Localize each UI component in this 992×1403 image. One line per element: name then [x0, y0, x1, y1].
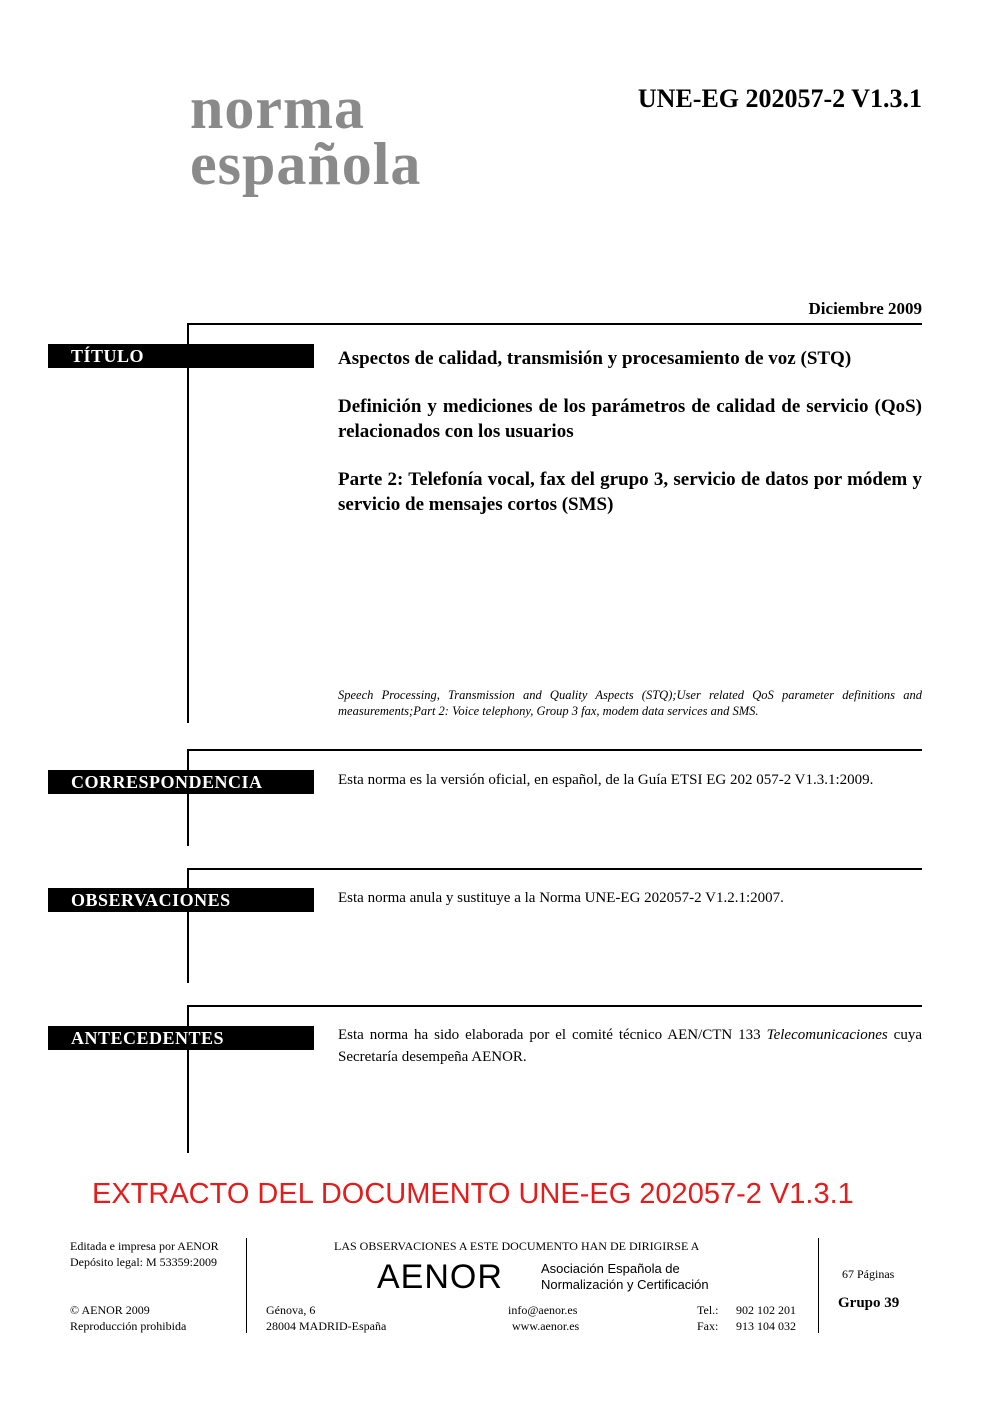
org-line-2: Normalización y Certificación — [541, 1277, 709, 1292]
footer-pages: 67 Páginas — [842, 1267, 895, 1281]
footer-tel-label: Tel.: — [697, 1303, 719, 1317]
titulo-top-rule — [188, 323, 922, 325]
footer-reproduction: Reproducción prohibida — [70, 1319, 187, 1333]
correspondencia-label: CORRESPONDENCIA — [48, 770, 314, 794]
brand-wordmark — [190, 75, 422, 197]
observaciones-top-rule — [188, 868, 922, 870]
footer-edited: Editada e impresa por AENOR — [70, 1239, 219, 1253]
antecedentes-committee-name: Telecomunicaciones — [766, 1027, 888, 1043]
title-spanish-3: Parte 2: Telefonía vocal, fax del grupo 3, servicio de datos por módem y servicio de mensajes cortos (SMS) — [338, 469, 922, 515]
aenor-logo: AENOR — [377, 1258, 503, 1296]
footer-fax: 913 104 032 — [736, 1319, 796, 1333]
titulo-side-rule — [187, 323, 189, 723]
antecedentes-text-end: cuya Secretaría desempeña AENOR. — [338, 1027, 922, 1065]
antecedentes-text-start: Esta norma ha sido elaborada por el comité técnico AEN/CTN 133 — [338, 1027, 767, 1043]
footer-deposit: Depósito legal: M 53359:2009 — [70, 1255, 217, 1269]
antecedentes-label: ANTECEDENTES — [48, 1026, 314, 1050]
footer-address-1: Génova, 6 — [266, 1303, 316, 1317]
extract-notice: EXTRACTO DEL DOCUMENTO UNE-EG 202057-2 V1.3.1 — [92, 1178, 854, 1210]
footer-tel: 902 102 201 — [736, 1303, 796, 1317]
publication-date: Diciembre 2009 — [808, 299, 922, 318]
antecedentes-text — [338, 1024, 922, 1068]
observaciones-text: Esta norma anula y sustituye a la Norma UNE-EG 202057-2 V1.2.1:2007. — [338, 890, 784, 906]
title-spanish-1: Aspectos de calidad, transmisión y procesamiento de voz (STQ) — [338, 348, 852, 369]
footer-observations-notice: LAS OBSERVACIONES A ESTE DOCUMENTO HAN DE DIRIGIRSE A — [334, 1239, 700, 1253]
footer-email[interactable]: info@aenor.es — [508, 1303, 578, 1317]
footer-separator-right — [818, 1238, 819, 1333]
title-spanish-2: Definición y mediciones de los parámetros de calidad de servicio (QoS) relacionados con los usuarios — [338, 396, 922, 442]
brand-line-2: española — [190, 131, 422, 197]
footer-fax-label: Fax: — [697, 1319, 719, 1333]
titulo-content — [338, 346, 922, 540]
footer-copyright: © AENOR 2009 — [70, 1303, 150, 1317]
footer-address-2: 28004 MADRID-España — [266, 1319, 387, 1333]
footer-group: Grupo 39 — [838, 1295, 900, 1311]
aenor-org-name — [541, 1261, 709, 1293]
correspondencia-text: Esta norma es la versión oficial, en español, de la Guía ETSI EG 202 057-2 V1.3.1:2009. — [338, 772, 874, 788]
footer-website[interactable]: www.aenor.es — [512, 1319, 580, 1333]
correspondencia-side-rule — [187, 749, 189, 846]
org-line-1: Asociación Española de — [541, 1261, 680, 1276]
observaciones-side-rule — [187, 868, 189, 983]
title-english: Speech Processing, Transmission and Quality Aspects (STQ);User related QoS parameter definitions and measurements;Part 2: Voice telephony, Group 3 fax, modem data services and SMS. — [338, 688, 922, 718]
titulo-label: TÍTULO — [48, 344, 314, 368]
observaciones-label: OBSERVACIONES — [48, 888, 314, 912]
antecedentes-top-rule — [188, 1005, 922, 1007]
footer-separator-left — [246, 1238, 247, 1333]
brand-line-1: norma — [190, 75, 365, 141]
standard-code: UNE-EG 202057-2 V1.3.1 — [637, 84, 922, 113]
correspondencia-top-rule — [188, 749, 922, 751]
